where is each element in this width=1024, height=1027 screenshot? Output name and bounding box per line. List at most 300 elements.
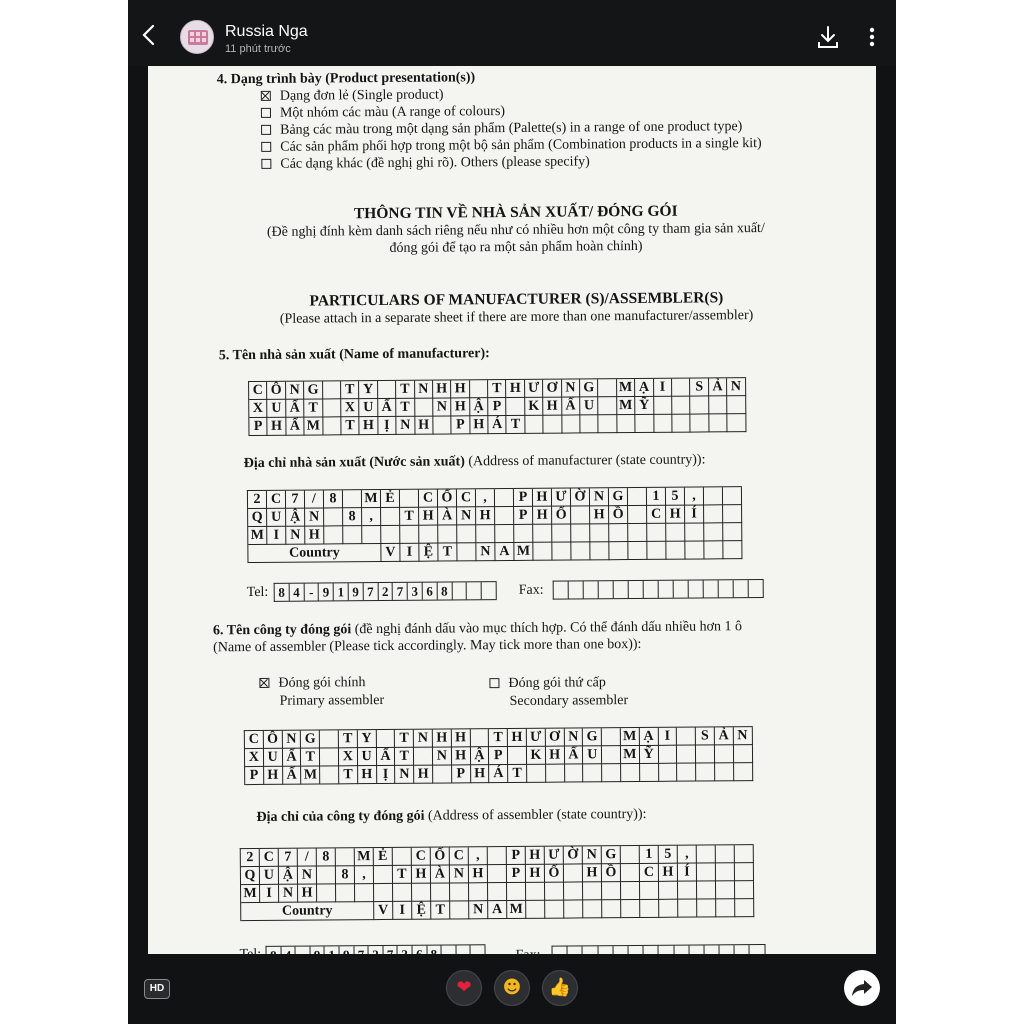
letter-cell: [317, 866, 336, 884]
letter-cell: Ấ: [377, 748, 396, 766]
letter-cell: [677, 746, 696, 764]
section-5-label: 5. Tên nhà sản xuất (Name of manufacturer):: [218, 346, 490, 364]
letter-cell: Ậ: [470, 398, 489, 416]
digit-box: [569, 581, 584, 598]
letter-cell: [320, 748, 339, 766]
letter-cell: G: [602, 846, 621, 864]
letter-cell: [602, 746, 621, 764]
letter-cell: [476, 525, 495, 543]
country-letter-cell: [571, 542, 590, 560]
letter-cell: Ị: [378, 417, 397, 435]
letter-cell: T: [489, 729, 508, 747]
letter-cell: C: [457, 489, 476, 507]
letter-cell: [628, 524, 647, 542]
letter-cell: ,: [469, 847, 488, 865]
letter-cell: [617, 415, 636, 433]
digit-box: [704, 580, 719, 597]
letter-cell: G: [580, 379, 599, 397]
heart-icon: ❤: [456, 977, 472, 998]
letter-cell: [628, 506, 647, 524]
digit-box: 8: [437, 582, 452, 599]
letter-cell: P: [514, 489, 533, 507]
letter-cell: U: [260, 867, 279, 885]
letter-cell: H: [358, 766, 377, 784]
letter-cell: Ư: [525, 380, 544, 398]
letter-cell: G: [301, 730, 320, 748]
assembler-address-label: Địa chỉ của công ty đóng gói (Address of assembler (state country)):: [256, 806, 647, 825]
digit-box: [554, 582, 569, 599]
letter-cell: N: [396, 417, 415, 435]
letter-cell: [628, 488, 647, 506]
letter-cell: C: [419, 490, 438, 508]
letter-cell: Ỹ: [640, 746, 659, 764]
letter-cell: N: [415, 381, 434, 399]
letter-cell: H: [452, 747, 471, 765]
letter-cell: [495, 507, 514, 525]
letter-cell: [621, 846, 640, 864]
letter-cell: [621, 764, 640, 782]
tel-label: Tel:: [246, 584, 269, 601]
letter-cell: ,: [678, 846, 697, 864]
message-timestamp: 11 phút trước: [225, 43, 291, 55]
assembler-address-grid: [240, 844, 755, 921]
letter-cell: ,: [476, 489, 495, 507]
letter-cell: Ư: [552, 489, 571, 507]
letter-cell: U: [360, 399, 379, 417]
manufacturer-tel-boxes: [274, 581, 497, 602]
letter-cell: [571, 524, 590, 542]
letter-cell: H: [471, 765, 490, 783]
letter-cell: T: [488, 380, 507, 398]
letter-cell: [659, 882, 678, 900]
country-letter-cell: N: [476, 543, 495, 561]
laugh-reaction-button[interactable]: [494, 970, 530, 1006]
letter-cell: H: [526, 865, 545, 883]
letter-cell: [376, 730, 395, 748]
digit-box: [659, 581, 674, 598]
letter-cell: [343, 526, 362, 544]
digit-box: 9: [319, 583, 334, 600]
country-letter-cell: [590, 542, 609, 560]
country-letter-cell: [545, 901, 564, 919]
letter-cell: Ồ: [609, 506, 628, 524]
letter-cell: [580, 415, 599, 433]
letter-cell: [654, 397, 673, 415]
letter-cell: X: [339, 748, 358, 766]
country-letter-cell: V: [381, 544, 400, 562]
letter-cell: X: [245, 749, 264, 767]
country-letter-cell: [647, 542, 666, 560]
country-letter-cell: [621, 900, 640, 918]
letter-cell: 1: [640, 846, 659, 864]
letter-cell: T: [508, 765, 527, 783]
letter-cell: N: [457, 507, 476, 525]
letter-cell: [374, 866, 393, 884]
letter-cell: Ạ: [635, 379, 654, 397]
letter-cell: [654, 415, 673, 433]
letter-cell: N: [583, 846, 602, 864]
letter-cell: [400, 490, 419, 508]
letter-cell: H: [659, 864, 678, 882]
letter-cell: U: [268, 400, 287, 418]
letter-cell: Í: [685, 505, 704, 523]
share-button[interactable]: [844, 970, 880, 1006]
country-letter-cell: [526, 901, 545, 919]
letter-cell: [343, 490, 362, 508]
letter-cell: Ạ: [640, 728, 659, 746]
letter-cell: N: [734, 727, 753, 745]
digit-box: [689, 580, 704, 597]
letter-cell: M: [301, 766, 320, 784]
letter-cell: [488, 883, 507, 901]
letter-cell: [508, 747, 527, 765]
digit-box: 3: [408, 583, 423, 600]
letter-cell: G: [583, 728, 602, 746]
letter-cell: C: [245, 731, 264, 749]
letter-cell: N: [450, 865, 469, 883]
letter-cell: [378, 381, 397, 399]
letter-cell: [697, 863, 716, 881]
manufacturer-address-label: Địa chỉ nhà sản xuất (Nước sản xuất) (Address of manufacturer (state country)):: [243, 452, 706, 472]
letter-cell: [320, 766, 339, 784]
letter-cell: [677, 728, 696, 746]
letter-cell: [640, 882, 659, 900]
letter-cell: [320, 730, 339, 748]
letter-cell: [685, 523, 704, 541]
country-letter-cell: [628, 542, 647, 560]
letter-cell: Ơ: [546, 729, 565, 747]
letter-cell: 1: [647, 488, 666, 506]
letter-cell: H: [666, 506, 685, 524]
letter-cell: [599, 397, 618, 415]
secondary-assembler-option: Đóng gói thứ cấp: [489, 675, 606, 692]
letter-cell: Ấ: [286, 400, 305, 418]
letter-cell: I: [658, 728, 677, 746]
letter-cell: [621, 864, 640, 882]
section-4-heading: 4. Dạng trình bày (Product presentation(s)): [216, 70, 476, 88]
letter-cell: [381, 526, 400, 544]
country-letter-cell: [685, 541, 704, 559]
letter-cell: H: [546, 747, 565, 765]
letter-cell: U: [358, 748, 377, 766]
option-others: Các dạng khác (đề nghị ghi rõ). Others (please specify): [261, 154, 590, 173]
letter-cell: U: [580, 397, 599, 415]
letter-cell: 8: [324, 490, 343, 508]
letter-cell: [716, 863, 735, 881]
option-palette: Bảng các màu trong một dạng sản phẩm (Palette(s) in a range of one product type): [261, 119, 742, 139]
letter-cell: [696, 745, 715, 763]
digit-box: 4: [289, 584, 304, 601]
letter-cell: [716, 845, 735, 863]
fax-label: Fax:: [518, 582, 544, 598]
letter-cell: [677, 764, 696, 782]
letter-cell: Ấ: [378, 399, 397, 417]
country-letter-cell: [704, 541, 723, 559]
letter-cell: N: [298, 867, 317, 885]
unchecked-box-icon: [261, 125, 271, 135]
digit-box: [719, 580, 734, 597]
letter-cell: T: [395, 730, 414, 748]
country-letter-cell: M: [507, 901, 526, 919]
letter-cell: P: [507, 865, 526, 883]
country-letter-cell: [457, 543, 476, 561]
country-letter-cell: [678, 900, 697, 918]
letter-cell: T: [339, 766, 358, 784]
letter-cell: T: [341, 381, 360, 399]
letter-cell: [393, 848, 412, 866]
letter-cell: Ư: [527, 729, 546, 747]
letter-cell: [324, 526, 343, 544]
letter-cell: [324, 508, 343, 526]
letter-cell: [527, 765, 546, 783]
letter-cell: [336, 884, 355, 902]
letter-cell: [659, 764, 678, 782]
digit-box: [674, 581, 689, 598]
letter-cell: [727, 396, 746, 414]
letter-cell: N: [433, 398, 452, 416]
letter-cell: [470, 380, 489, 398]
form-sheet: [124, 0, 900, 1027]
country-letter-cell: [659, 900, 678, 918]
letter-cell: P: [514, 507, 533, 525]
letter-cell: H: [533, 489, 552, 507]
letter-cell: Ị: [377, 766, 396, 784]
letter-cell: [526, 883, 545, 901]
letter-cell: H: [583, 864, 602, 882]
letter-cell: G: [609, 488, 628, 506]
letter-cell: [590, 524, 609, 542]
letter-cell: Y: [358, 730, 377, 748]
letter-cell: [507, 398, 526, 416]
letter-cell: [450, 883, 469, 901]
letter-cell: Q: [248, 509, 267, 527]
letter-cell: [727, 414, 746, 432]
letter-cell: 8: [343, 508, 362, 526]
vn-section-note-2: đóng gói để tạo ra một sản phẩm hoàn chỉnh): [389, 238, 643, 256]
vn-section-title: THÔNG TIN VỀ NHÀ SẢN XUẤT/ ĐÓNG GÓI: [353, 202, 678, 223]
section-6-label-line2: (Name of assembler (Please tick accordingly. May tick more than one box)):: [213, 636, 642, 656]
digit-box: 1: [334, 583, 349, 600]
checked-box-icon: [259, 678, 269, 688]
country-label: Country: [248, 544, 381, 563]
letter-cell: P: [507, 847, 526, 865]
letter-cell: H: [543, 398, 562, 416]
letter-cell: H: [360, 417, 379, 435]
en-section-title: PARTICULARS OF MANUFACTURER (S)/ASSEMBLER(S): [309, 289, 724, 310]
letter-cell: Ơ: [543, 380, 562, 398]
country-letter-cell: [609, 542, 628, 560]
letter-cell: N: [562, 379, 581, 397]
letter-cell: [716, 881, 735, 899]
letter-cell: M: [241, 885, 260, 903]
letter-cell: Ẩ: [564, 746, 583, 764]
letter-cell: [723, 505, 742, 523]
letter-cell: H: [305, 526, 324, 544]
letter-cell: H: [415, 417, 434, 435]
option-combination: Các sản phẩm phối hợp trong một bộ sản phẩm (Combination products in a single kit): [261, 136, 762, 156]
letter-cell: T: [396, 399, 415, 417]
letter-cell: [400, 526, 419, 544]
letter-cell: C: [640, 864, 659, 882]
digit-box: [482, 582, 497, 599]
letter-cell: [362, 526, 381, 544]
country-letter-cell: I: [400, 544, 419, 562]
digit-box: 7: [393, 583, 408, 600]
letter-cell: [469, 883, 488, 901]
letter-cell: H: [419, 508, 438, 526]
digit-box: [629, 581, 644, 598]
letter-cell: Á: [489, 765, 508, 783]
letter-cell: P: [488, 398, 507, 416]
letter-cell: M: [617, 397, 636, 415]
letter-cell: [431, 883, 450, 901]
letter-cell: H: [452, 729, 471, 747]
letter-cell: [323, 417, 342, 435]
heart-reaction-button[interactable]: [446, 970, 482, 1006]
assembler-name-grid: [244, 726, 753, 785]
letter-cell: 8: [336, 866, 355, 884]
letter-cell: [602, 764, 621, 782]
letter-cell: N: [414, 730, 433, 748]
letter-cell: P: [489, 747, 508, 765]
letter-cell: [495, 525, 514, 543]
letter-cell: [704, 487, 723, 505]
vn-section-note-1: (Đề nghị đính kèm danh sách riêng nếu như có nhiều hơn một công ty tham gia sản xuất/: [266, 220, 765, 240]
letter-cell: H: [433, 729, 452, 747]
letter-cell: N: [564, 728, 583, 746]
letter-cell: N: [286, 382, 305, 400]
letter-cell: ,: [355, 866, 374, 884]
letter-cell: [696, 763, 715, 781]
manufacturer-address-grid: [247, 486, 743, 563]
digit-box: [599, 581, 614, 598]
letter-cell: 5: [666, 488, 685, 506]
letter-cell: Ẩ: [286, 418, 305, 436]
letter-cell: 2: [248, 491, 267, 509]
letter-cell: [414, 748, 433, 766]
letter-cell: [323, 381, 342, 399]
letter-cell: M: [621, 746, 640, 764]
letter-cell: 7: [279, 849, 298, 867]
letter-cell: Ả: [715, 727, 734, 745]
letter-cell: [697, 845, 716, 863]
country-letter-cell: [716, 899, 735, 917]
letter-cell: X: [341, 399, 360, 417]
primary-assembler-en: Primary assembler: [279, 692, 385, 709]
letter-cell: [715, 763, 734, 781]
letter-cell: [355, 884, 374, 902]
digit-box: [749, 580, 764, 597]
digit-box: [644, 581, 659, 598]
letter-cell: Á: [488, 416, 507, 434]
document-photo[interactable]: [148, 66, 876, 954]
letter-cell: [415, 399, 434, 417]
letter-cell: ,: [685, 487, 704, 505]
letter-cell: H: [476, 507, 495, 525]
letter-cell: Ô: [264, 731, 283, 749]
letter-cell: H: [533, 507, 552, 525]
letter-cell: G: [304, 381, 323, 399]
letter-cell: [704, 505, 723, 523]
letter-cell: H: [590, 506, 609, 524]
letter-cell: [647, 524, 666, 542]
letter-cell: [438, 525, 457, 543]
unchecked-box-icon: [261, 108, 271, 118]
like-reaction-button[interactable]: [542, 970, 578, 1006]
letter-cell: [564, 864, 583, 882]
letter-cell: Y: [359, 381, 378, 399]
digit-box: [452, 582, 467, 599]
unchecked-box-icon: [489, 678, 499, 688]
letter-cell: N: [279, 885, 298, 903]
digit-box: 6: [423, 583, 438, 600]
letter-cell: H: [451, 380, 470, 398]
letter-cell: /: [298, 849, 317, 867]
letter-cell: [533, 525, 552, 543]
country-letter-cell: V: [374, 902, 393, 920]
letter-cell: [621, 882, 640, 900]
letter-cell: [525, 416, 544, 434]
letter-cell: M: [248, 527, 267, 545]
sender-name[interactable]: Russia Nga: [225, 23, 308, 40]
letter-cell: [609, 524, 628, 542]
letter-cell: [734, 745, 753, 763]
letter-cell: [488, 847, 507, 865]
letter-cell: [691, 396, 710, 414]
digit-box: 9: [349, 583, 364, 600]
letter-cell: [507, 883, 526, 901]
letter-cell: [697, 881, 716, 899]
letter-cell: N: [282, 731, 301, 749]
letter-cell: 2: [241, 849, 260, 867]
letter-cell: Í: [678, 864, 697, 882]
country-letter-cell: A: [488, 901, 507, 919]
letter-cell: C: [249, 382, 268, 400]
letter-cell: [636, 415, 655, 433]
option-single-product: Dạng đơn lẻ (Single product): [261, 87, 444, 104]
letter-cell: 7: [286, 491, 305, 509]
letter-cell: K: [527, 747, 546, 765]
letter-cell: C: [647, 506, 666, 524]
share-icon: [844, 970, 880, 1006]
laugh-icon: ☻: [502, 977, 522, 998]
letter-cell: N: [590, 488, 609, 506]
letter-cell: M: [305, 417, 324, 435]
country-letter-cell: Ệ: [419, 544, 438, 562]
manufacturer-name-grid: [248, 377, 746, 436]
letter-cell: [715, 745, 734, 763]
letter-cell: [734, 763, 753, 781]
hd-button[interactable]: HD: [144, 979, 170, 999]
letter-cell: S: [690, 378, 709, 396]
letter-cell: [546, 765, 565, 783]
letter-cell: [735, 881, 754, 899]
letter-cell: Ấ: [283, 749, 302, 767]
digit-box: [584, 581, 599, 598]
country-letter-cell: Ệ: [412, 902, 431, 920]
letter-cell: I: [260, 885, 279, 903]
country-letter-cell: [552, 543, 571, 561]
letter-cell: [457, 525, 476, 543]
country-letter-cell: T: [438, 543, 457, 561]
letter-cell: [562, 415, 581, 433]
letter-cell: P: [249, 418, 268, 436]
country-letter-cell: [583, 900, 602, 918]
letter-cell: Ồ: [602, 864, 621, 882]
letter-cell: 5: [659, 846, 678, 864]
country-letter-cell: [735, 899, 754, 917]
digit-box: 8: [275, 584, 290, 601]
